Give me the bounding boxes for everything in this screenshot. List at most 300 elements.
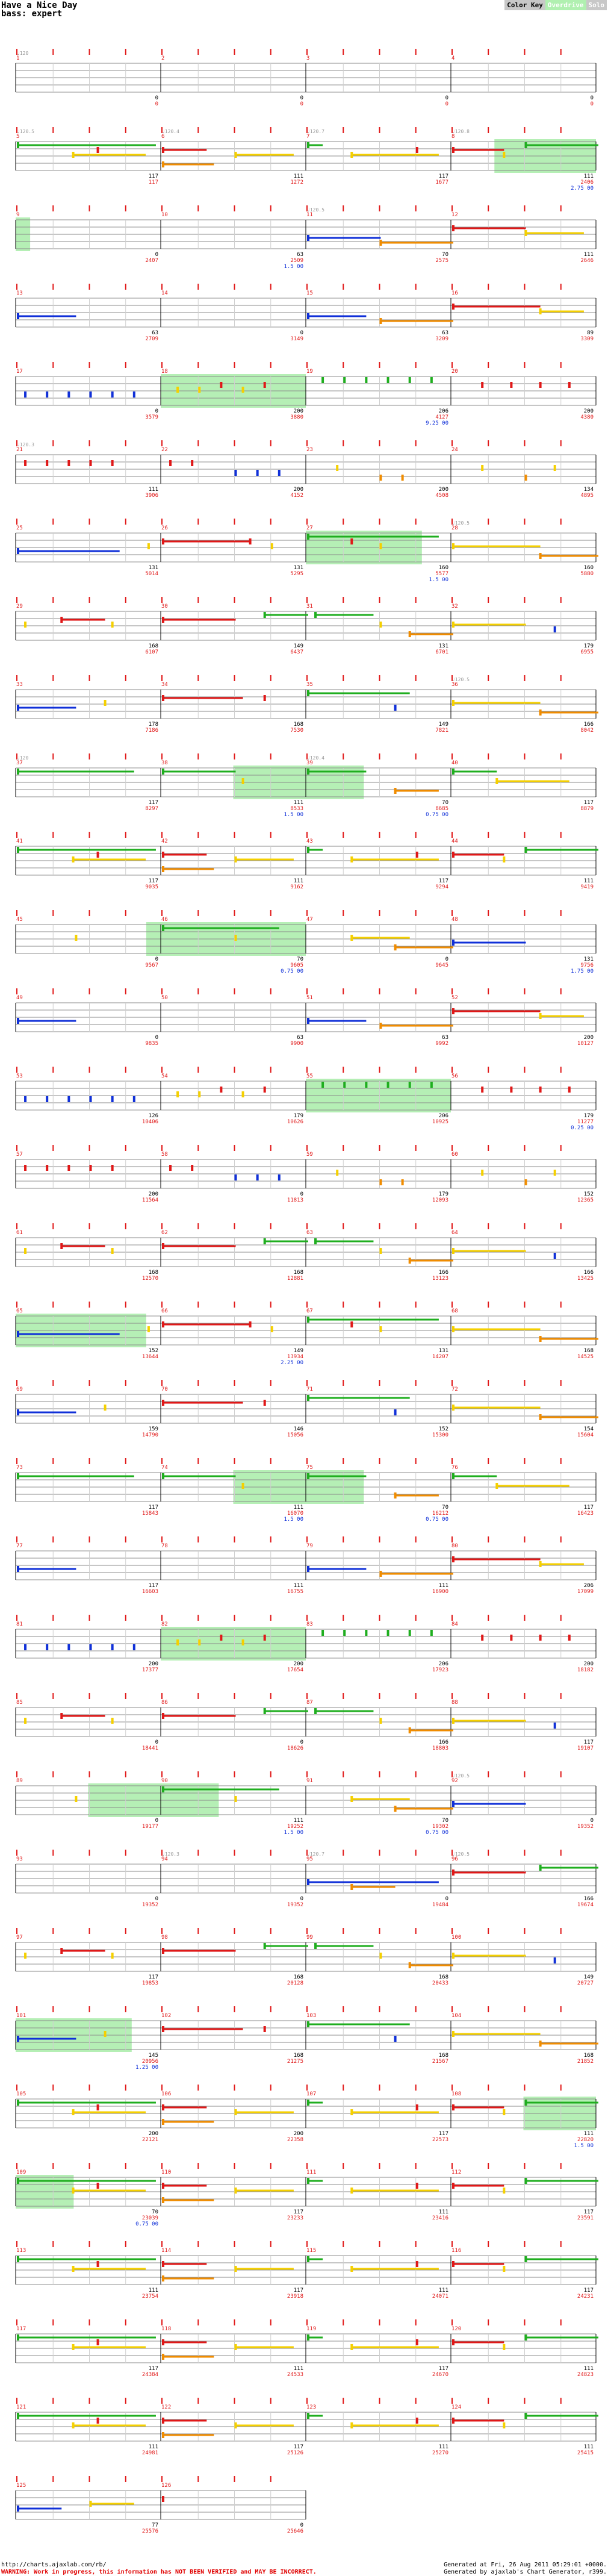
measure-note-count: 111 xyxy=(583,252,594,258)
note-gem-yellow xyxy=(72,2266,75,2272)
note-gem-blue xyxy=(17,2036,19,2042)
cumulative-score: 9419 xyxy=(580,884,594,890)
measure-number: 108 xyxy=(451,2091,462,2097)
overdrive-bonus: 1.5 00 xyxy=(284,1517,303,1523)
note-gem-blue xyxy=(67,1644,70,1650)
note-gem-yellow xyxy=(111,1718,114,1724)
measure-number: 12 xyxy=(451,212,458,218)
measure-note-count: 0 xyxy=(300,1739,303,1745)
note-gem-red xyxy=(97,2339,99,2345)
note-gem-green xyxy=(365,1630,367,1636)
measure-note-count: 117 xyxy=(148,2366,158,2372)
note-gem-red xyxy=(46,1165,48,1171)
measure-number: 114 xyxy=(161,2248,172,2254)
note-gem-red xyxy=(162,852,164,858)
measure-note-count: 168 xyxy=(148,643,158,649)
note-gem-yellow xyxy=(452,700,454,706)
measure-note-count: 117 xyxy=(293,2209,303,2215)
note-gem-green xyxy=(17,2256,19,2262)
cumulative-score: 7821 xyxy=(435,728,448,734)
cumulative-score: 24071 xyxy=(432,2294,448,2300)
note-gem-orange xyxy=(162,866,164,872)
note-gem-red xyxy=(481,382,483,388)
measure-number: 26 xyxy=(161,525,168,531)
measure-number: 51 xyxy=(306,995,313,1001)
note-gem-blue xyxy=(307,235,309,241)
measure-note-count: 0 xyxy=(155,95,158,101)
song-title: Have a Nice Day xyxy=(1,1,78,10)
note-gem-yellow xyxy=(380,1718,382,1724)
note-gem-green xyxy=(307,1473,309,1479)
cumulative-score: 10127 xyxy=(577,1041,594,1047)
cumulative-score: 4508 xyxy=(435,493,448,499)
note-gem-blue xyxy=(133,1096,135,1102)
cumulative-score: 3149 xyxy=(290,336,303,342)
measure-note-count: 168 xyxy=(293,2053,303,2059)
note-gem-orange xyxy=(402,1179,404,1185)
note-gem-red xyxy=(481,1635,483,1641)
tempo-marker: ♩120.4 xyxy=(307,755,324,761)
cumulative-score: 19107 xyxy=(577,1745,594,1751)
measure-number: 42 xyxy=(161,838,168,844)
measure-note-count: 0 xyxy=(300,330,303,336)
note-gem-yellow xyxy=(24,1953,26,1959)
note-gem-green xyxy=(409,1082,411,1088)
measure-number: 10 xyxy=(161,212,168,218)
note-gem-green xyxy=(307,847,309,853)
cumulative-score: 19352 xyxy=(577,1824,594,1830)
note-gem-red xyxy=(162,2261,164,2267)
note-gem-red xyxy=(97,2418,99,2424)
note-gem-yellow xyxy=(503,2266,505,2272)
note-gem-green xyxy=(307,142,309,148)
measure-number: 97 xyxy=(16,1935,23,1941)
note-gem-orange xyxy=(162,2119,164,2125)
measure-number: 91 xyxy=(306,1778,313,1784)
measure-note-count: 111 xyxy=(148,2288,158,2294)
overdrive-bonus: 0.25 00 xyxy=(571,1125,594,1131)
note-gem-red xyxy=(162,1321,164,1327)
generator-credit: Generated by ajaxlab's Chart Generator, r399. xyxy=(444,2569,607,2575)
cumulative-score: 8533 xyxy=(290,806,303,812)
chart-row-21 xyxy=(16,1693,596,1751)
measure-note-count: 179 xyxy=(583,1113,594,1119)
measure-number: 87 xyxy=(306,1700,313,1706)
measure-note-count: 160 xyxy=(583,565,594,571)
cumulative-score: 2646 xyxy=(580,258,594,264)
note-gem-orange xyxy=(380,240,382,246)
cumulative-score: 25270 xyxy=(432,2450,448,2456)
note-gem-green xyxy=(314,1238,317,1244)
measure-note-count: 117 xyxy=(148,878,158,884)
note-gem-blue xyxy=(111,1096,114,1102)
cumulative-score: 16070 xyxy=(287,1511,303,1517)
measure-number: 54 xyxy=(161,1073,168,1079)
note-gem-green xyxy=(430,1082,433,1088)
measure-number: 81 xyxy=(16,1621,23,1627)
note-gem-red xyxy=(162,2104,164,2110)
measure-note-count: 166 xyxy=(583,1896,594,1902)
cumulative-score: 4152 xyxy=(290,493,303,499)
note-gem-blue xyxy=(46,1644,48,1650)
note-gem-blue xyxy=(307,1879,309,1885)
chart-row-25 xyxy=(16,2006,598,2071)
measure-note-count: 0 xyxy=(155,408,158,414)
note-gem-blue xyxy=(307,1018,309,1024)
note-gem-green xyxy=(17,142,19,148)
note-gem-red xyxy=(162,147,164,153)
cumulative-score: 3209 xyxy=(435,336,448,342)
measure-number: 18 xyxy=(161,369,168,375)
cumulative-score: 25415 xyxy=(577,2450,594,2456)
note-gem-red xyxy=(264,695,266,701)
note-gem-red xyxy=(539,1635,542,1641)
measure-note-count: 131 xyxy=(438,643,448,649)
overdrive-bonus: 0.75 00 xyxy=(135,2221,158,2227)
note-gem-red xyxy=(67,1165,70,1171)
measure-note-count: 117 xyxy=(148,1583,158,1589)
cumulative-score: 19484 xyxy=(432,1902,448,1908)
cumulative-score: 19352 xyxy=(141,1902,158,1908)
measure-note-count: 0 xyxy=(155,1739,158,1745)
measure-note-count: 117 xyxy=(583,800,594,806)
measure-note-count: 111 xyxy=(583,2131,594,2137)
measure-number: 109 xyxy=(16,2169,26,2175)
measure-note-count: 111 xyxy=(438,1583,448,1589)
note-gem-yellow xyxy=(235,2109,237,2115)
measure-number: 83 xyxy=(306,1621,313,1627)
note-gem-yellow xyxy=(104,1405,107,1411)
cumulative-score: 21567 xyxy=(432,2059,448,2065)
note-gem-orange xyxy=(350,1884,353,1890)
note-gem-red xyxy=(24,1165,26,1171)
cumulative-score: 19853 xyxy=(141,1980,158,1986)
measure-note-count: 111 xyxy=(583,878,594,884)
source-url[interactable]: http://charts.ajaxlab.com/rb/ xyxy=(1,2562,107,2568)
note-gem-yellow xyxy=(72,2109,75,2115)
overdrive-bonus: 2.25 00 xyxy=(281,1360,303,1366)
cumulative-score: 17099 xyxy=(577,1589,594,1595)
note-gem-green xyxy=(539,1865,542,1871)
note-gem-red xyxy=(452,1008,454,1014)
note-gem-blue xyxy=(67,1096,70,1102)
tempo-marker: ♩120.3 xyxy=(17,442,34,448)
cumulative-score: 19252 xyxy=(287,1824,303,1830)
measure-number: 107 xyxy=(306,2091,317,2097)
note-gem-green xyxy=(162,1473,164,1479)
note-gem-red xyxy=(162,1243,164,1249)
cumulative-score: 18182 xyxy=(577,1667,594,1673)
cumulative-score: 23591 xyxy=(577,2215,594,2221)
note-gem-blue xyxy=(111,391,114,398)
note-gem-yellow xyxy=(235,2422,237,2428)
legend-solo: Solo xyxy=(586,0,607,10)
note-gem-orange xyxy=(394,944,397,950)
cumulative-score: 14790 xyxy=(141,1432,158,1438)
cumulative-score: 11813 xyxy=(287,1197,303,1203)
measure-note-count: 117 xyxy=(293,2288,303,2294)
measure-number: 28 xyxy=(451,525,458,531)
note-gem-red xyxy=(111,1165,114,1171)
measure-number: 92 xyxy=(451,1778,458,1784)
note-gem-red xyxy=(452,1556,454,1562)
note-gem-red xyxy=(416,147,418,153)
measure-note-count: 149 xyxy=(438,722,448,728)
note-gem-blue xyxy=(46,391,48,398)
overdrive-bonus: 0.75 00 xyxy=(426,1517,448,1523)
measure-number: 56 xyxy=(451,1073,458,1079)
measure-number: 80 xyxy=(451,1543,458,1549)
overdrive-bonus: 1.75 00 xyxy=(571,968,594,975)
measure-note-count: 131 xyxy=(438,1348,448,1354)
note-gem-yellow xyxy=(336,465,338,471)
measure-number: 72 xyxy=(451,1386,458,1392)
measure-number: 126 xyxy=(161,2483,172,2489)
measure-number: 3 xyxy=(306,55,310,61)
note-gem-yellow xyxy=(452,1718,454,1724)
note-gem-red xyxy=(162,1713,164,1719)
measure-number: 2 xyxy=(161,55,165,61)
chart-row-4 xyxy=(16,362,596,426)
cumulative-score: 9567 xyxy=(145,962,158,968)
note-gem-red xyxy=(452,1870,454,1876)
note-gem-red xyxy=(97,2261,99,2267)
measure-note-count: 63 xyxy=(442,1035,448,1041)
measure-number: 38 xyxy=(161,760,168,766)
measure-note-count: 117 xyxy=(583,1739,594,1745)
cumulative-score: 16603 xyxy=(141,1589,158,1595)
measure-note-count: 131 xyxy=(293,565,303,571)
note-gem-orange xyxy=(380,1023,382,1029)
overdrive-bonus: 0.75 00 xyxy=(281,968,303,975)
measure-number: 58 xyxy=(161,1152,168,1158)
cumulative-score: 9900 xyxy=(290,1041,303,1047)
overdrive-bonus: 0.75 00 xyxy=(426,1830,448,1836)
cumulative-score: 23233 xyxy=(287,2215,303,2221)
overdrive-bonus: 0.75 00 xyxy=(426,812,448,818)
tempo-marker: ♩120.5 xyxy=(452,1851,470,1857)
measure-note-count: 70 xyxy=(442,1505,448,1511)
cumulative-score: 25126 xyxy=(287,2450,303,2456)
measure-note-count: 0 xyxy=(300,95,303,101)
measure-note-count: 0 xyxy=(445,1896,448,1902)
note-gem-red xyxy=(60,617,63,623)
measure-number: 122 xyxy=(161,2404,172,2410)
measure-number: 116 xyxy=(451,2248,462,2254)
measure-number: 1 xyxy=(16,55,20,61)
cumulative-score: 24384 xyxy=(141,2372,158,2378)
note-gem-yellow xyxy=(495,1483,498,1489)
cumulative-score: 21275 xyxy=(287,2059,303,2065)
chart-row-0 xyxy=(16,49,596,107)
note-gem-red xyxy=(249,538,252,544)
note-gem-green xyxy=(314,1943,317,1949)
measure-note-count: 160 xyxy=(438,565,448,571)
measure-number: 74 xyxy=(161,1465,168,1471)
note-gem-yellow xyxy=(75,935,77,941)
measure-number: 70 xyxy=(161,1386,168,1392)
measure-note-count: 200 xyxy=(293,487,303,493)
chart-row-15 xyxy=(16,1223,596,1282)
cumulative-score: 0 xyxy=(300,101,303,107)
measure-number: 49 xyxy=(16,995,23,1001)
cumulative-score: 20128 xyxy=(287,1980,303,1986)
cumulative-score: 6437 xyxy=(290,649,303,655)
measure-number: 124 xyxy=(451,2404,462,2410)
chart-row-9 xyxy=(16,753,596,818)
measure-note-count: 63 xyxy=(152,330,158,336)
note-gem-red xyxy=(452,2183,454,2189)
measure-note-count: 206 xyxy=(438,1113,448,1119)
cumulative-score: 22820 xyxy=(577,2137,594,2143)
note-gem-blue xyxy=(256,470,259,476)
chart-row-8 xyxy=(16,675,598,734)
note-gem-red xyxy=(416,2183,418,2189)
measure-note-count: 63 xyxy=(297,1035,303,1041)
note-gem-green xyxy=(387,377,389,383)
cumulative-score: 15843 xyxy=(141,1511,158,1517)
cumulative-score: 24670 xyxy=(432,2372,448,2378)
measure-number: 45 xyxy=(16,917,23,923)
note-gem-green xyxy=(430,377,433,383)
note-gem-green xyxy=(17,1473,19,1479)
measure-number: 8 xyxy=(451,134,455,140)
note-gem-red xyxy=(191,460,193,466)
note-gem-red xyxy=(169,460,172,466)
measure-note-count: 111 xyxy=(293,1583,303,1589)
measure-note-count: 166 xyxy=(583,1270,594,1276)
cumulative-score: 21852 xyxy=(577,2059,594,2065)
measure-note-count: 200 xyxy=(583,408,594,414)
note-gem-yellow xyxy=(198,1639,200,1645)
note-gem-blue xyxy=(133,1644,135,1650)
measure-number: 64 xyxy=(451,1230,458,1236)
cumulative-score: 18441 xyxy=(141,1745,158,1751)
note-gem-red xyxy=(510,382,512,388)
note-gem-red xyxy=(220,1635,222,1641)
measure-note-count: 111 xyxy=(148,487,158,493)
measure-number: 24 xyxy=(451,447,458,453)
note-gem-yellow xyxy=(72,2188,75,2194)
note-gem-orange xyxy=(394,788,397,794)
note-gem-green xyxy=(307,534,309,540)
note-gem-yellow xyxy=(336,1170,338,1176)
measure-number: 30 xyxy=(161,603,168,610)
measure-note-count: 70 xyxy=(297,956,303,962)
measure-number: 65 xyxy=(16,1308,23,1314)
note-gem-red xyxy=(452,2261,454,2267)
note-gem-yellow xyxy=(235,935,237,941)
measure-note-count: 70 xyxy=(442,252,448,258)
measure-note-count: 126 xyxy=(148,1113,158,1119)
note-gem-red xyxy=(162,2496,164,2502)
cumulative-score: 5295 xyxy=(290,571,303,577)
note-gem-yellow xyxy=(350,2422,353,2428)
cumulative-score: 12881 xyxy=(287,1276,303,1282)
measure-number: 35 xyxy=(306,682,313,688)
note-gem-red xyxy=(162,1948,164,1954)
overdrive-bonus: 1.5 00 xyxy=(284,1830,303,1836)
measure-number: 31 xyxy=(306,603,313,610)
cumulative-score: 18803 xyxy=(432,1745,448,1751)
note-gem-blue xyxy=(46,1096,48,1102)
measure-number: 125 xyxy=(16,2483,26,2489)
note-gem-yellow xyxy=(350,2344,353,2350)
note-gem-red xyxy=(162,538,164,544)
measure-number: 32 xyxy=(451,603,458,610)
measure-note-count: 70 xyxy=(442,800,448,806)
note-gem-yellow xyxy=(235,856,237,862)
note-gem-red xyxy=(97,147,99,153)
note-gem-green xyxy=(307,1317,309,1323)
cumulative-score: 6701 xyxy=(435,649,448,655)
note-gem-blue xyxy=(17,548,19,554)
note-gem-green xyxy=(321,1630,324,1636)
tempo-marker: ♩120.5 xyxy=(452,677,470,682)
note-gem-blue xyxy=(235,1174,237,1180)
cumulative-score: 4895 xyxy=(580,493,594,499)
note-gem-green xyxy=(307,2334,309,2341)
cumulative-score: 13934 xyxy=(287,1354,303,1360)
measure-number: 44 xyxy=(451,838,458,844)
overdrive-bonus: 2.75 00 xyxy=(571,186,594,192)
note-gem-red xyxy=(416,2339,418,2345)
note-gem-red xyxy=(452,2339,454,2345)
measure-number: 86 xyxy=(161,1700,168,1706)
measure-note-count: 117 xyxy=(438,2366,448,2372)
chart-row-14 xyxy=(16,1145,596,1203)
note-gem-yellow xyxy=(380,1953,382,1959)
measure-note-count: 117 xyxy=(438,878,448,884)
note-gem-blue xyxy=(256,1174,259,1180)
chart-row-19 xyxy=(16,1536,596,1595)
measure-note-count: 111 xyxy=(583,173,594,179)
measure-note-count: 111 xyxy=(438,2444,448,2450)
note-gem-green xyxy=(307,2021,309,2027)
note-gem-yellow xyxy=(242,1483,244,1489)
note-gem-yellow xyxy=(147,543,150,549)
note-gem-orange xyxy=(162,2354,164,2360)
note-gem-red xyxy=(60,1948,63,1954)
chart-row-1 xyxy=(16,127,598,192)
note-gem-green xyxy=(162,925,164,931)
note-gem-blue xyxy=(394,705,397,711)
cumulative-score: 14207 xyxy=(432,1354,448,1360)
cumulative-score: 15056 xyxy=(287,1432,303,1438)
note-gem-blue xyxy=(17,2506,19,2512)
note-gem-blue xyxy=(17,1331,19,1337)
cumulative-score: 9162 xyxy=(290,884,303,890)
chart-row-6 xyxy=(16,519,598,583)
note-gem-green xyxy=(17,769,19,775)
note-gem-orange xyxy=(380,1179,382,1185)
note-gem-blue xyxy=(554,1957,556,1963)
cumulative-score: 20433 xyxy=(432,1980,448,1986)
measure-number: 7 xyxy=(306,134,310,140)
overdrive-bonus: 1.5 00 xyxy=(284,264,303,270)
cumulative-score: 9992 xyxy=(435,1041,448,1047)
measure-number: 46 xyxy=(161,917,168,923)
chart-row-13 xyxy=(16,1067,596,1131)
chart-row-18 xyxy=(16,1458,596,1523)
measure-number: 59 xyxy=(306,1152,313,1158)
cumulative-score: 4127 xyxy=(435,414,448,420)
note-gem-green xyxy=(365,377,367,383)
note-gem-green xyxy=(387,1082,389,1088)
measure-note-count: 149 xyxy=(293,643,303,649)
tempo-marker: ♩120.5 xyxy=(452,1773,470,1779)
cumulative-score: 17654 xyxy=(287,1667,303,1673)
